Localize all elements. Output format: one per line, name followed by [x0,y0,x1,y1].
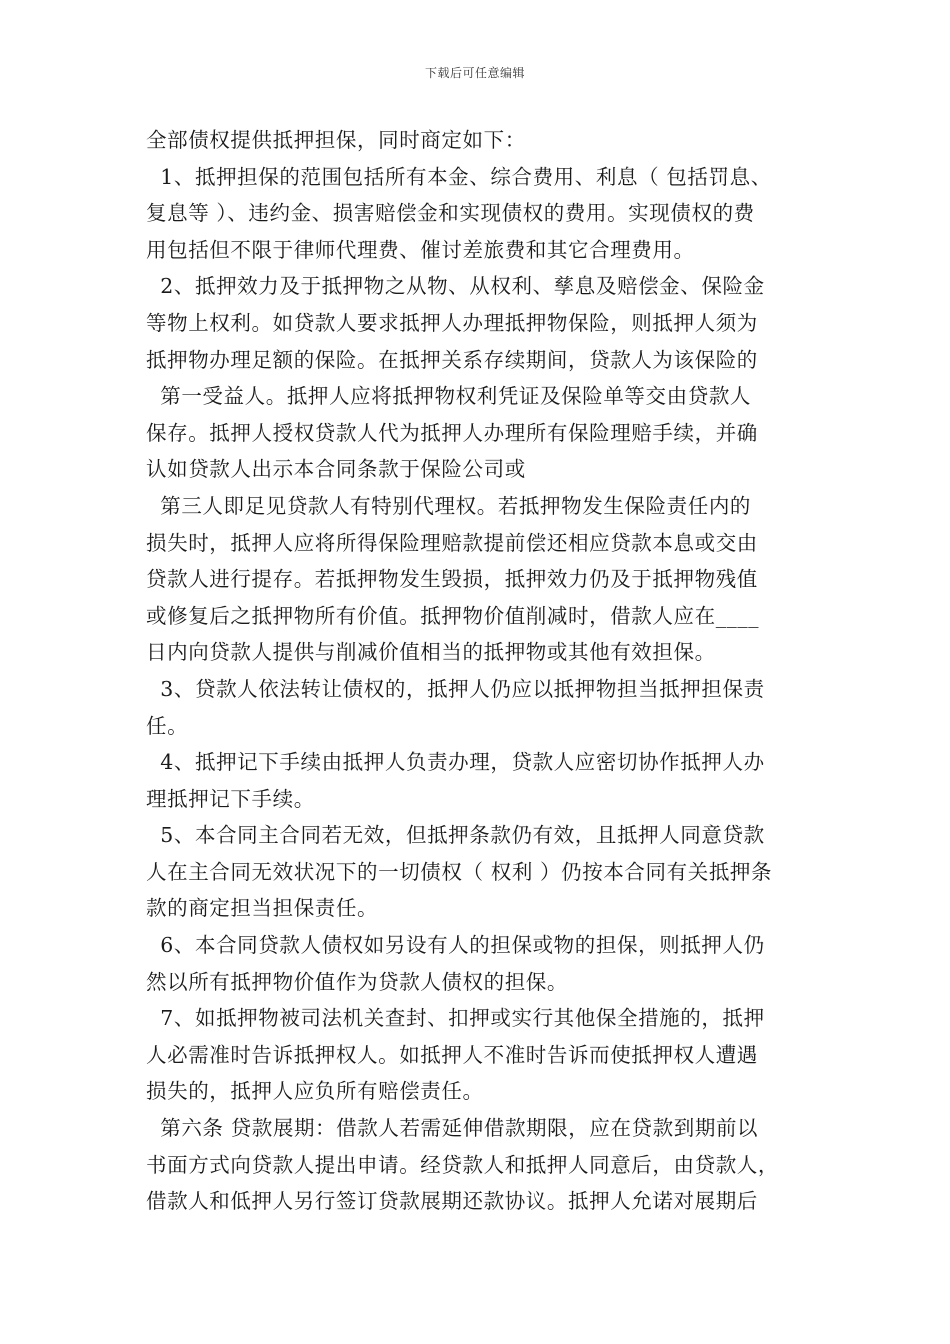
body-line: 保存。抵押人授权贷款人代为抵押人办理所有保险理赔手续，并确 [146,420,758,445]
body-line: 2、抵押效力及于抵押物之从物、从权利、孳息及赔偿金、保险金 [146,274,765,299]
body-line: 理抵押记下手续。 [146,786,315,811]
body-line: 或修复后之抵押物所有价值。抵押物价值削减时，借款人应在____ [146,603,760,628]
body-line: 4、抵押记下手续由抵押人负责办理，贷款人应密切协作抵押人办 [146,750,765,775]
body-line: 1、抵押担保的范围包括所有本金、综合费用、利息（ 包括罚息、 [146,164,772,189]
body-line: 贷款人进行提存。若抵押物发生毁损，抵押效力仍及于抵押物残值 [146,567,758,592]
page-header: 下载后可任意编辑 [424,66,525,80]
body-line: 认如贷款人出示本合同条款于保险公司或 [146,457,526,482]
body-line: 损失时，抵押人应将所得保险理赔款提前偿还相应贷款本息或交由 [146,530,758,555]
body-line: 6、本合同贷款人债权如另设有人的担保或物的担保，则抵押人仍 [146,933,765,958]
body-line: 抵押物办理足额的保险。在抵押关系存续期间，贷款人为该保险的 [146,347,758,372]
body-line: 用包括但不限于律师代理费、催讨差旅费和其它合理费用。 [146,237,695,262]
body-line: 借款人和低押人另行签订贷款展期还款协议。抵押人允诺对展期后 [146,1189,758,1214]
body-line: 等物上权利。如贷款人要求抵押人办理抵押物保险，则抵押人须为 [146,310,758,335]
body-line: 第三人即足见贷款人有特别代理权。若抵押物发生保险责任内的 [146,493,752,518]
body-line: 全部债权提供抵押担保，同时商定如下： [146,128,526,152]
body-line: 第一受益人。抵押人应将抵押物权利凭证及保险单等交由贷款人 [146,384,752,409]
body-line: 5、本合同主合同若无效，但抵押条款仍有效，且抵押人同意贷款 [146,823,765,848]
body-line: 损失的，抵押人应负所有赔偿责任。 [146,1079,484,1104]
body-line: 款的商定担当担保责任。 [146,896,379,921]
body-line: 7、如抵押物被司法机关查封、扣押或实行其他保全措施的，抵押 [146,1006,765,1031]
body-line: 复息等 ）、违约金、损害赔偿金和实现债权的费用。实现债权的费 [146,201,755,226]
document-body [146,122,808,1220]
body-line: 任。 [146,713,189,738]
body-line: 书面方式向贷款人提出申请。经贷款人和抵押人同意后，由贷款人， [146,1152,779,1177]
body-line: 人在主合同无效状况下的一切债权（ 权利 ）仍按本合同有关抵押条 [146,859,773,884]
body-line: 3、贷款人依法转让债权的，抵押人仍应以抵押物担当抵押担保责 [146,676,765,701]
body-line: 人必需准时告诉抵押权人。如抵押人不准时告诉而使抵押权人遭遇 [146,1042,758,1067]
body-line: 第六条 贷款展期：借款人若需延伸借款期限，应在贷款到期前以 [146,1116,759,1141]
body-line: 然以所有抵押物价值作为贷款人债权的担保。 [146,969,568,994]
body-line: 日内向贷款人提供与削减价值相当的抵押物或其他有效担保。 [146,640,716,665]
